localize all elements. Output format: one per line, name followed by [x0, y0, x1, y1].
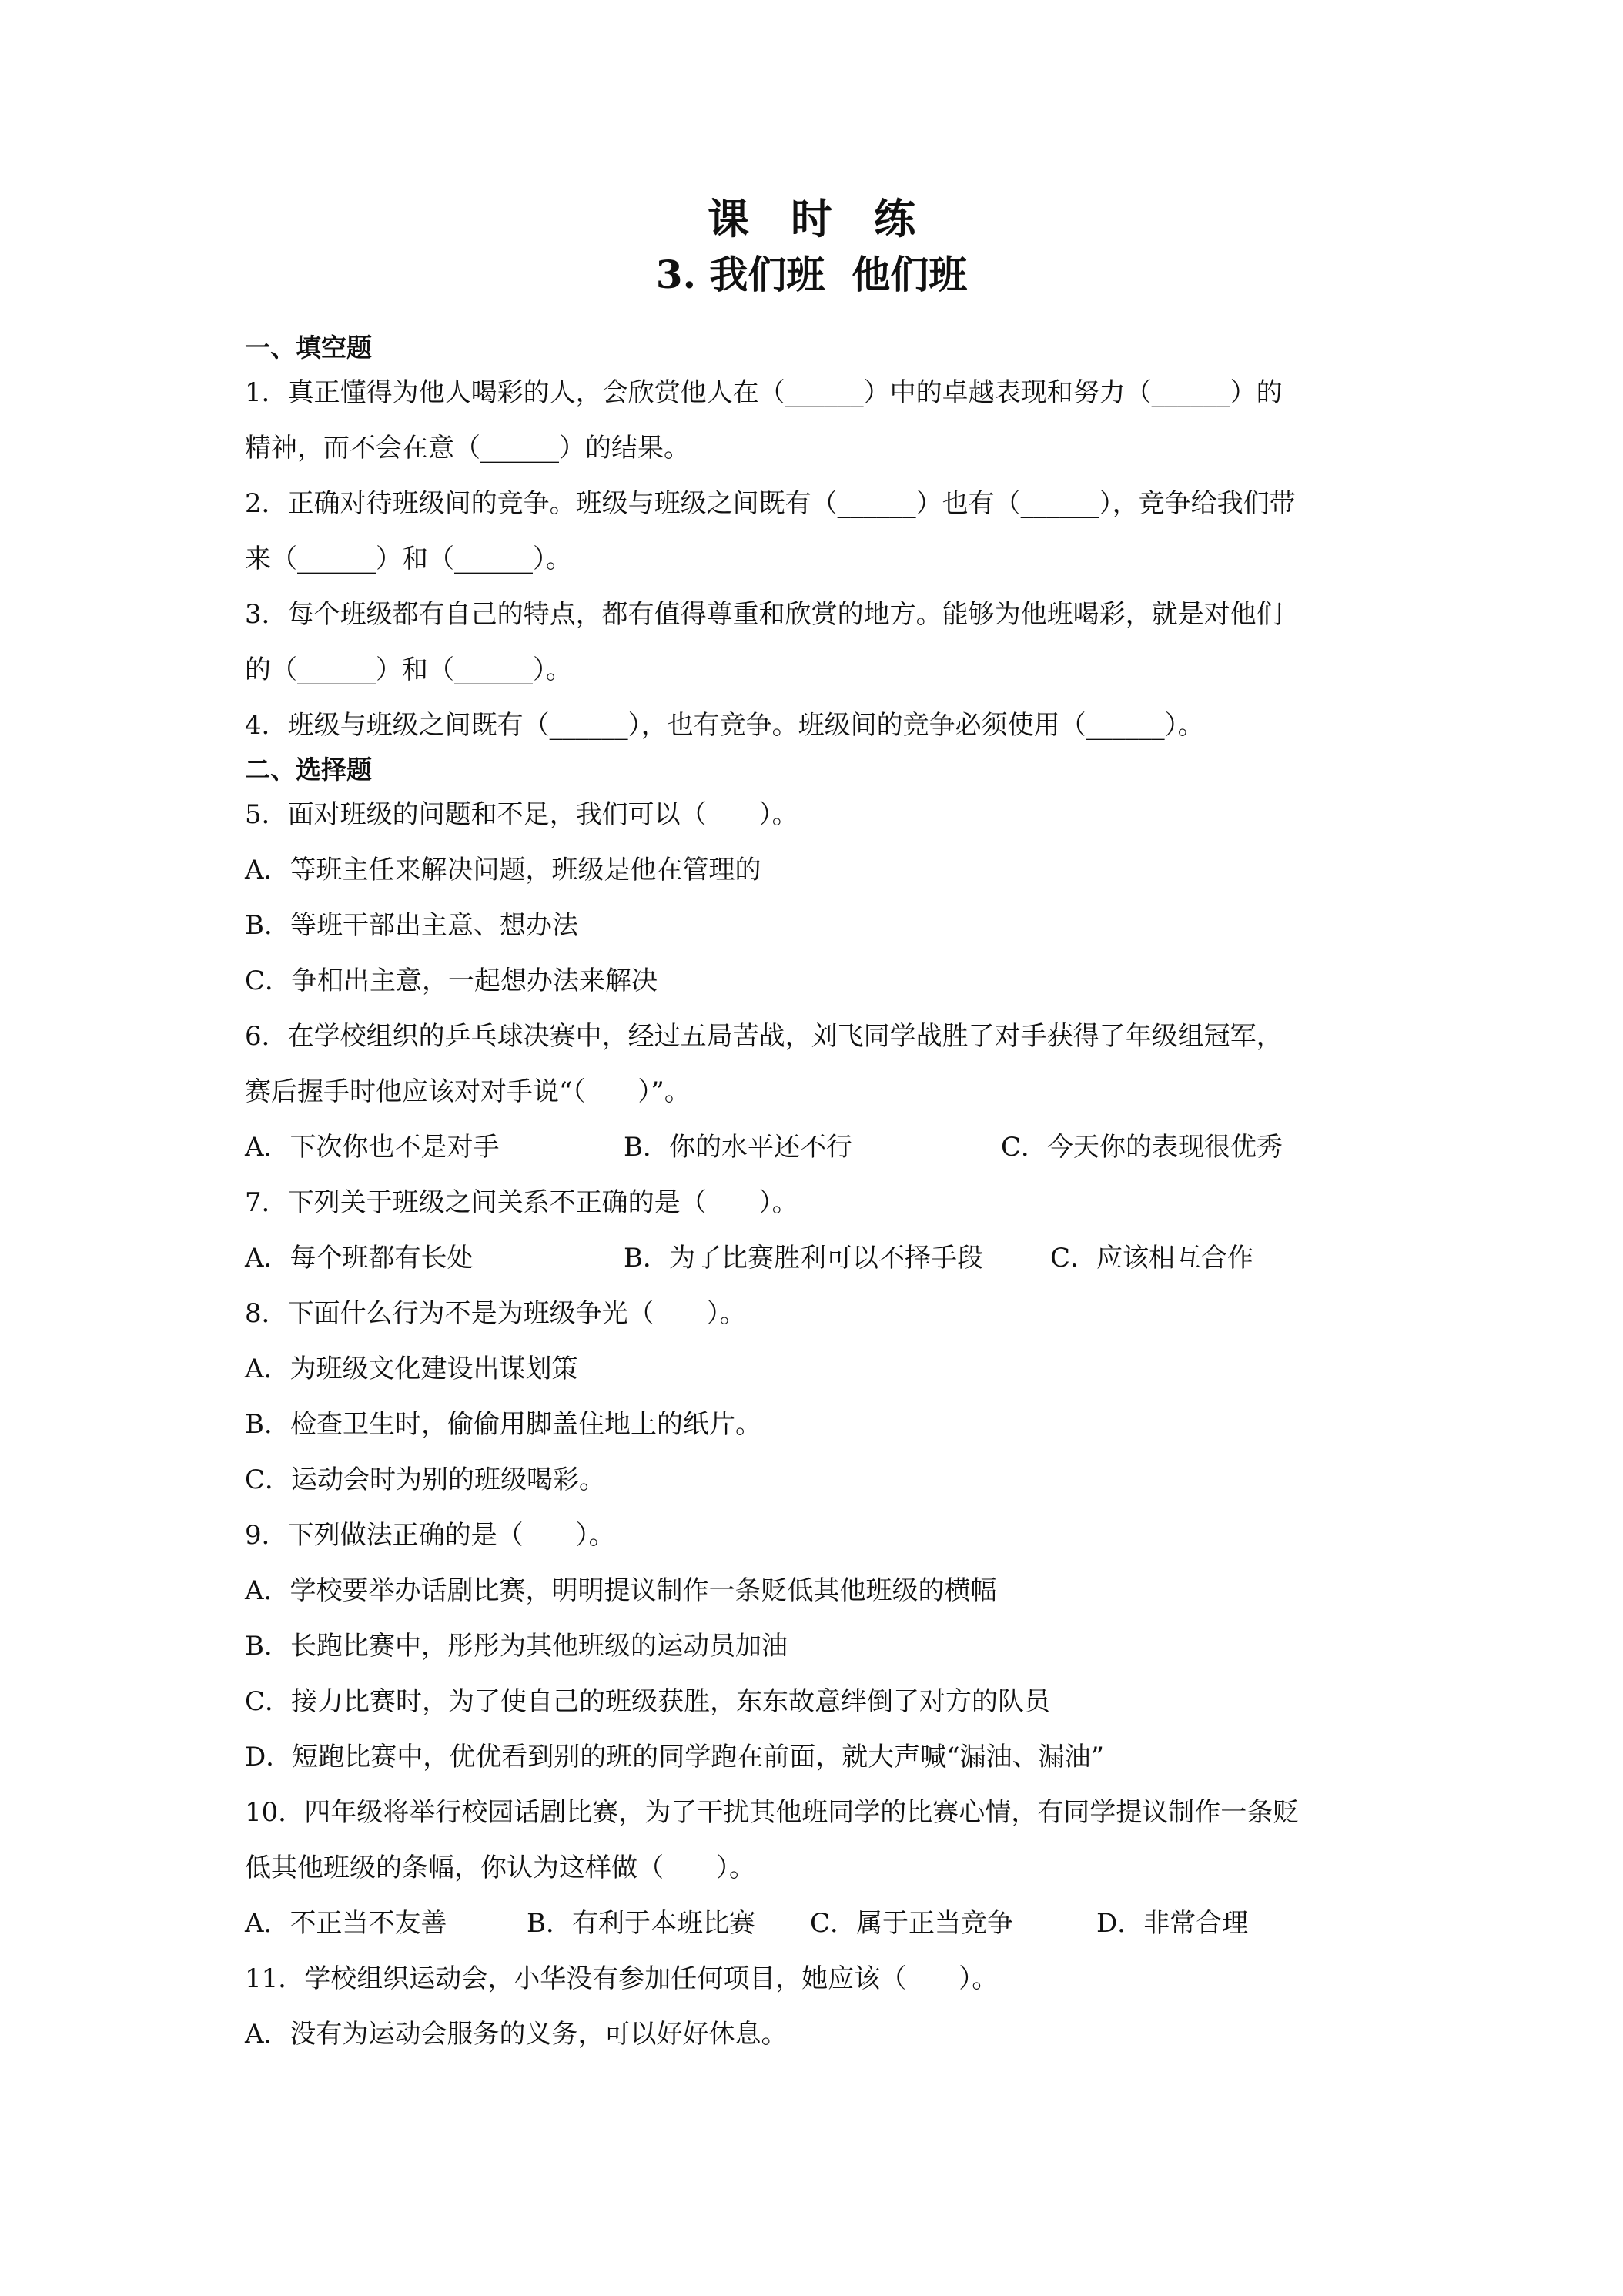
question-11-option-a: A．没有为运动会服务的义务，可以好好休息。 [245, 2019, 788, 2050]
question-7-option-c: C．应该相互合作 [1050, 1243, 1254, 1274]
question-6-option-b: B．你的水平还不行 [624, 1132, 852, 1163]
question-6-stem-line-1: 6．在学校组织的乒乓球决赛中，经过五局苦战，刘飞同学战胜了对手获得了年级组冠军， [245, 1021, 1283, 1052]
question-10-option-d: D．非常合理 [1096, 1908, 1249, 1939]
question-8-option-c: C．运动会时为别的班级喝彩。 [245, 1464, 606, 1495]
lesson-title: 3. 我们班 他们班 [655, 252, 968, 297]
question-10-stem-line-1: 10．四年级将举行校园话剧比赛，为了干扰其他班同学的比赛心情，有同学提议制作一条贬 [245, 1797, 1300, 1828]
question-5-option-b: B．等班干部出主意、想办法 [245, 910, 578, 941]
question-7-options [245, 1230, 1400, 1286]
question-5-option-c: C．争相出主意，一起想办法来解决 [245, 966, 658, 996]
question-6-stem-line-2: 赛后握手时他应该对对手说“（ ）”。 [245, 1076, 691, 1107]
question-8-option-a: A．为班级文化建设出谋划策 [245, 1354, 578, 1384]
question-4-line-1: 4．班级与班级之间既有（______），也有竞争。班级间的竞争必须使用（______）。 [245, 710, 1204, 741]
question-3-line-2: 的（______）和（______）。 [245, 654, 572, 685]
question-7-option-b: B．为了比赛胜利可以不择手段 [624, 1243, 983, 1274]
question-6-option-c: C．今天你的表现很优秀 [1001, 1132, 1283, 1163]
question-1-line-2: 精神，而不会在意（______）的结果。 [245, 433, 690, 464]
question-8-stem: 8．下面什么行为不是为班级争光（ ）。 [245, 1298, 746, 1329]
question-6-option-a: A．下次你也不是对手 [245, 1132, 500, 1163]
question-10-option-b: B．有利于本班比赛 [527, 1908, 755, 1939]
section-heading-multiple-choice: 二、选择题 [245, 755, 372, 785]
page-title: 课 时 练 [708, 194, 915, 243]
question-11-stem: 11．学校组织运动会，小华没有参加任何项目，她应该（ ）。 [245, 1963, 999, 1994]
question-2-line-2: 来（______）和（______）。 [245, 544, 572, 574]
question-1-line-1: 1．真正懂得为他人喝彩的人，会欣赏他人在（______）中的卓越表现和努力（______）的 [245, 377, 1283, 408]
question-9-option-a: A．学校要举办话剧比赛，明明提议制作一条贬低其他班级的横幅 [245, 1575, 997, 1606]
question-3-line-1: 3．每个班级都有自己的特点，都有值得尊重和欣赏的地方。能够为他班喝彩，就是对他们 [245, 599, 1283, 630]
question-8-option-b: B．检查卫生时，偷偷用脚盖住地上的纸片。 [245, 1409, 761, 1440]
question-10-stem-line-2: 低其他班级的条幅，你认为这样做（ ）。 [245, 1853, 755, 1883]
question-5-stem: 5．面对班级的问题和不足，我们可以（ ）。 [245, 799, 798, 830]
question-9-option-c: C．接力比赛时，为了使自己的班级获胜，东东故意绊倒了对方的队员 [245, 1686, 1051, 1717]
question-7-stem: 7．下列关于班级之间关系不正确的是（ ）。 [245, 1187, 798, 1218]
question-9-stem: 9．下列做法正确的是（ ）。 [245, 1520, 615, 1551]
question-5-option-a: A．等班主任来解决问题，班级是他在管理的 [245, 855, 761, 885]
question-7-option-a: A．每个班都有长处 [245, 1243, 474, 1274]
question-10-option-c: C．属于正当竞争 [810, 1908, 1014, 1939]
question-9-option-b: B．长跑比赛中，彤彤为其他班级的运动员加油 [245, 1631, 788, 1662]
question-9-option-d: D．短跑比赛中，优优看到别的班的同学跑在前面，就大声喊“漏油、漏油” [245, 1742, 1105, 1772]
question-6-options [245, 1120, 1400, 1175]
question-10-option-a: A．不正当不友善 [245, 1908, 447, 1939]
question-2-line-1: 2．正确对待班级间的竞争。班级与班级之间既有（______）也有（______），竞争给我们带 [245, 488, 1296, 519]
section-heading-fill-in: 一、填空题 [245, 333, 372, 363]
worksheet-content [245, 331, 1400, 2062]
question-10-options [245, 1896, 1400, 1951]
